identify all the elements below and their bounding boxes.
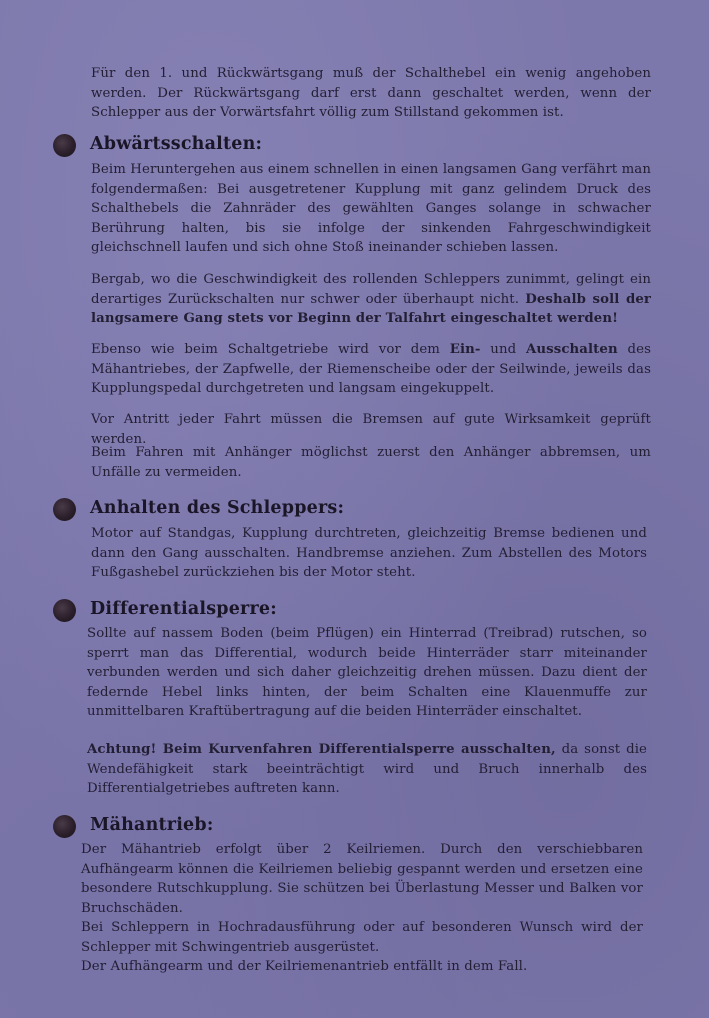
abwaerts-p3-c: des Mähantriebes, der Zapfwelle, der Riemenscheibe oder der Seilwinde, jeweils das Kupplungspedal durchgetreten und langsam eingekuppelt.	[91, 342, 652, 397]
intro-text: Für den 1. und Rückwärtsgang muß der Schalthebel ein wenig angehoben werden. Der Rückwärtsgang darf erst dann geschaltet werden, wenn der Schlepper aus der Vorwärtsfahrt völlig zum Stillstand gekommen ist.	[91, 66, 651, 121]
maehantrieb-paragraph-2	[81, 918, 643, 957]
bullet-maehantrieb	[53, 815, 76, 838]
abwaerts-paragraph-2	[91, 270, 651, 329]
heading-maehantrieb: Mähantrieb:	[90, 815, 214, 835]
differential-paragraph-2	[87, 740, 647, 799]
differential-p2-text: da sonst die Wendefähigkeit stark beeinträchtigt wird und Bruch innerhalb des Differentialgetriebes auftreten kann.	[87, 742, 648, 797]
anhalten-paragraph-1	[91, 524, 647, 583]
bullet-differentialsperre	[53, 599, 76, 622]
maehantrieb-paragraph-1	[81, 840, 643, 918]
bullet-abwaertsschalten	[53, 134, 76, 157]
differential-paragraph-1	[87, 624, 647, 722]
abwaerts-p2-text: Bergab, wo die Geschwindigkeit des rollenden Schleppers zunimmt, gelingt ein derartiges Zurückschalten nur schwer oder überhaupt nicht.	[91, 272, 651, 307]
differential-p2-bold: Achtung! Beim Kurvenfahren Differentialsperre ausschalten,	[87, 742, 556, 757]
abwaerts-p1-text: Beim Heruntergehen aus einem schnellen in einen langsamen Gang verfährt man folgendermaßen: Bei ausgetretener Kupplung mit ganz gelindem Druck des Schalthebels die Zahnräder des gewählten Ganges solange in schwacher Berührung halten, bis sie infolge der sinkenden Fahrgeschwindigkeit gleichschnell laufen und sich ohne Stoß ineinander schieben lassen.	[91, 162, 651, 256]
abwaerts-p3-bold-aus: Ausschalten	[525, 342, 618, 357]
maehantrieb-p1-text: Der Mähantrieb erfolgt über 2 Keilriemen. Durch den verschiebbaren Aufhängearm können die Keilriemen beliebig gespannt werden und ersetzen eine besondere Rutschkupplung. Sie schützen bei Überlastung Messer und Balken vor Bruchschäden.	[81, 842, 643, 916]
abwaerts-paragraph-3	[91, 340, 651, 399]
bullet-anhalten	[53, 498, 76, 521]
abwaerts-paragraph-5	[91, 443, 651, 482]
abwaerts-p2-bold: Deshalb soll der langsamere Gang stets vor Beginn der Talfahrt eingeschaltet werden!	[91, 291, 652, 327]
abwaerts-p4-text: Vor Antritt jeder Fahrt müssen die Bremsen auf gute Wirksamkeit geprüft werden.	[91, 412, 651, 447]
abwaerts-p3-b: und	[490, 342, 517, 357]
abwaerts-paragraph-1	[91, 160, 651, 258]
heading-anhalten: Anhalten des Schleppers:	[90, 498, 345, 518]
maehantrieb-p3-text: Der Aufhängearm und der Keilriemenantrieb entfällt in dem Fall.	[81, 959, 528, 974]
maehantrieb-p2-text: Bei Schleppern in Hochradausführung oder auf besonderen Wunsch wird der Schlepper mit Schwingentrieb ausgerüstet.	[81, 920, 643, 955]
anhalten-p1-text: Motor auf Standgas, Kupplung durchtreten, gleichzeitig Bremse bedienen und dann den Gang ausschalten. Handbremse anziehen. Zum Abstellen des Motors Fußgashebel zurückziehen bis der Motor steht.	[91, 526, 647, 581]
differential-p1-text: Sollte auf nassem Boden (beim Pflügen) ein Hinterrad (Treibrad) rutschen, so sperrt man das Differential, wodurch beide Hinterräder starr miteinander verbunden werden und sich daher gleichzeitig drehen müssen. Dazu dient der federnde Hebel links hinten, der beim Schalten eine Klauenmuffe zur unmittelbaren Kraftübertragung auf die beiden Hinterräder einschaltet.	[87, 626, 647, 720]
abwaerts-p3-a: Ebenso wie beim Schaltgetriebe wird vor dem	[91, 342, 440, 357]
heading-abwaertsschalten: Abwärtsschalten:	[90, 134, 263, 154]
heading-differentialsperre: Differentialsperre:	[90, 599, 277, 619]
maehantrieb-paragraph-3	[81, 957, 643, 977]
abwaerts-p3-bold-ein: Ein-	[449, 342, 481, 357]
abwaerts-p5-text: Beim Fahren mit Anhänger möglichst zuerst den Anhänger abbremsen, um Unfälle zu vermeiden.	[91, 445, 651, 480]
intro-paragraph	[91, 64, 651, 123]
